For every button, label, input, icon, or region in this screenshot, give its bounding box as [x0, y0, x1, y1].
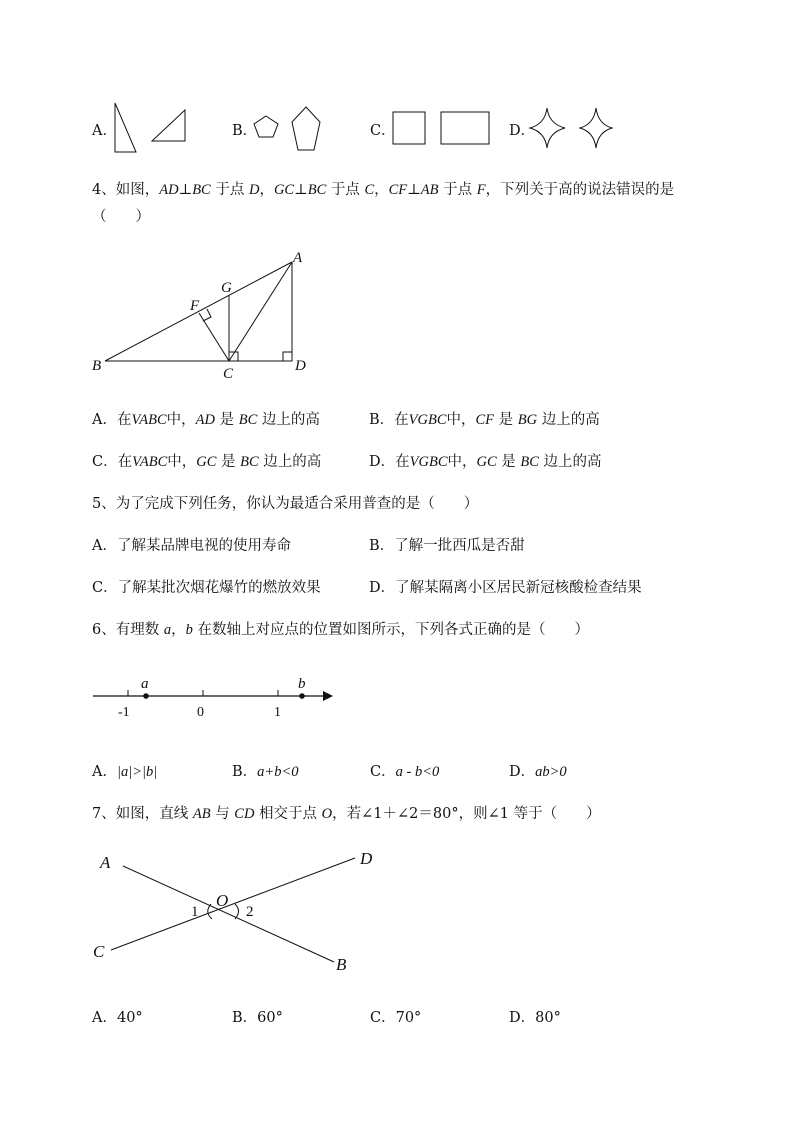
q6-option-a: A．|a|>|b|	[92, 764, 158, 780]
q5-option-a: A．了解某品牌电视的使用寿命	[92, 538, 291, 554]
line-AB	[123, 866, 334, 962]
q6-option-d: D．ab>0	[509, 764, 567, 780]
q5-option-d: D．了解某隔离小区居民新冠核酸检查结果	[369, 580, 642, 596]
label-A: A	[100, 853, 111, 872]
q4-option-c: C．在VABC中，GC 是 BC 边上的高	[92, 454, 322, 470]
q4-stem: 4、如图，AD⊥BC 于点 D，GC⊥BC 于点 C，CF⊥AB 于点 F，下列关于高的说法错误的是	[92, 182, 675, 198]
q7-option-b: B．60°	[232, 1010, 283, 1026]
q4-answer-paren: （ ）	[92, 209, 150, 225]
label-D: D	[295, 358, 306, 374]
label-B: B	[336, 955, 347, 974]
q7-option-a: A．40°	[92, 1010, 143, 1026]
q4-option-d: D．在VGBC中，GC 是 BC 边上的高	[369, 454, 602, 470]
label-angle-2: 2	[246, 904, 254, 920]
q7-option-d: D．80°	[509, 1010, 561, 1026]
label-F: F	[190, 298, 200, 314]
q6-option-b: B．a+b<0	[232, 764, 299, 780]
q5-option-b: B．了解一批西瓜是否甜	[369, 538, 525, 554]
label-O: O	[216, 891, 229, 910]
q5-stem: 5、为了完成下列任务，你认为最适合采用普查的是（ ）	[92, 496, 479, 512]
label-a: a	[141, 676, 149, 692]
q4-option-a: A．在VABC中，AD 是 BC 边上的高	[92, 412, 320, 428]
line-CD	[111, 858, 355, 950]
tick-label-zero: 0	[197, 705, 204, 720]
label-angle-1: 1	[191, 904, 199, 920]
label-C: C	[223, 366, 234, 382]
q5-option-c: C．了解某批次烟花爆竹的燃放效果	[92, 580, 321, 596]
label-D: D	[360, 849, 373, 868]
q3-option-a-label: A．	[92, 123, 117, 139]
label-C: C	[93, 942, 105, 961]
q3-option-c-label: C．	[370, 123, 396, 139]
q4-option-b: B．在VGBC中，CF 是 BG 边上的高	[369, 412, 600, 428]
tick-label-one: 1	[274, 705, 281, 720]
q6-option-c: C．a - b<0	[370, 764, 440, 780]
label-G: G	[221, 280, 232, 296]
q3-option-b-label: B．	[232, 123, 258, 139]
q6-stem: 6、有理数 a，b 在数轴上对应点的位置如图所示，下列各式正确的是（ ）	[92, 622, 589, 638]
label-b: b	[298, 676, 306, 692]
tick-label-minus-one: -1	[118, 705, 130, 720]
label-B: B	[92, 358, 102, 374]
q3-option-d-label: D．	[509, 123, 536, 139]
label-A: A	[293, 250, 303, 266]
q7-stem: 7、如图，直线 AB 与 CD 相交于点 O，若∠1＋∠2＝80°，则∠1 等于（ ）	[92, 806, 601, 822]
q7-option-c: C．70°	[370, 1010, 422, 1026]
